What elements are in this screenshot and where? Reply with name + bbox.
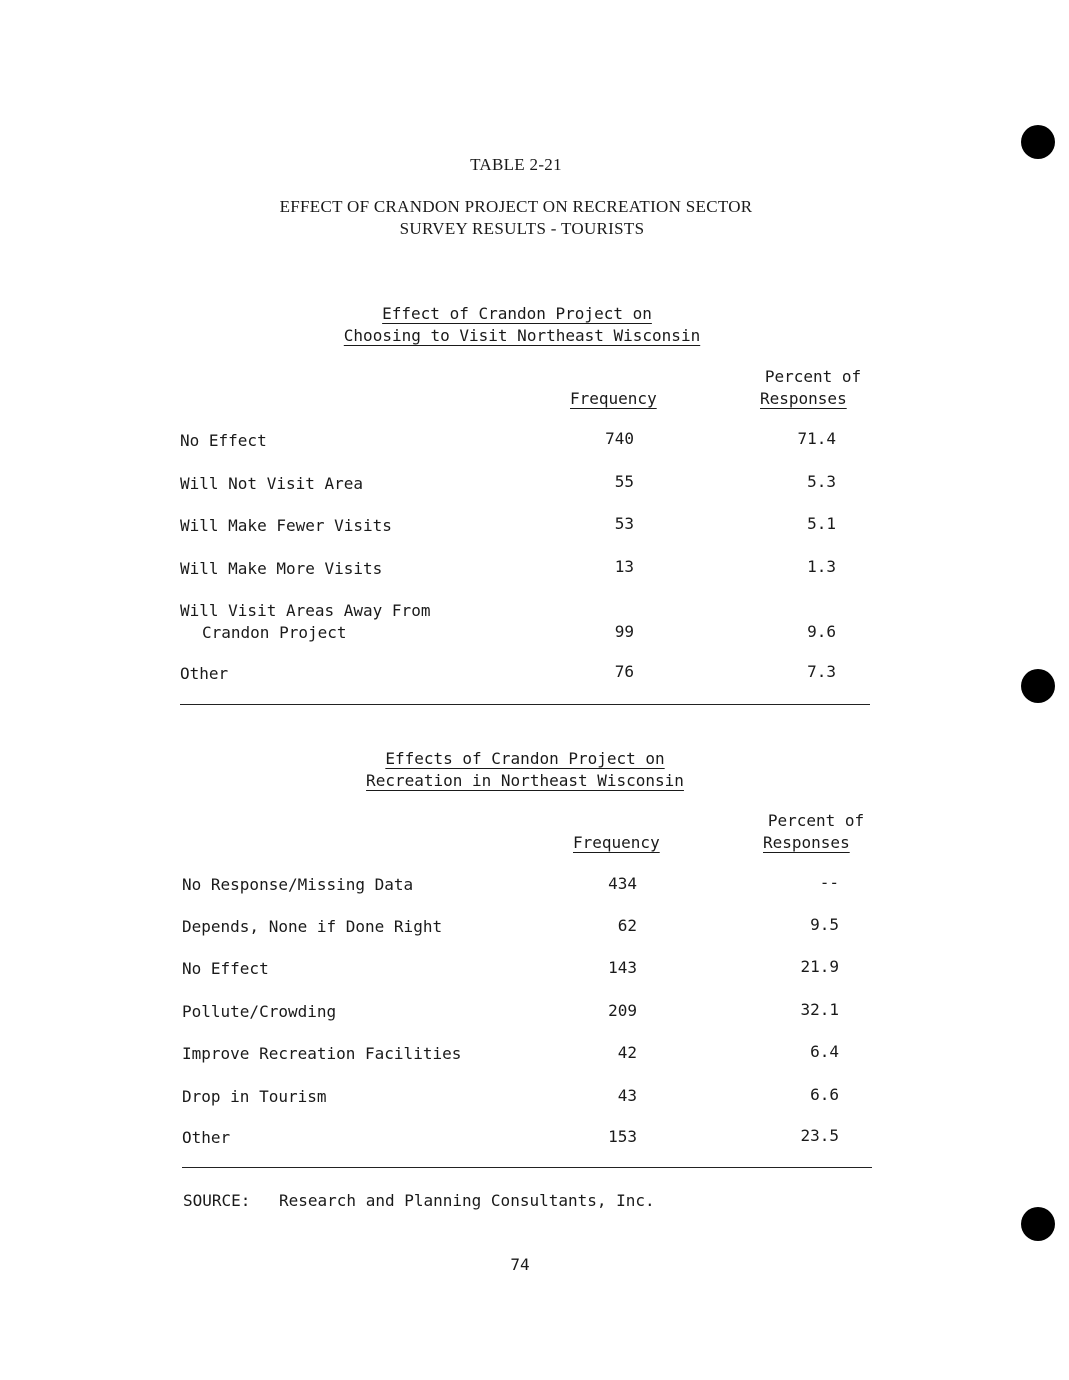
- row-frequency: 53: [614, 514, 634, 533]
- row-frequency: 434: [608, 874, 637, 893]
- row-frequency: 143: [608, 958, 637, 977]
- row-percent: 71.4: [797, 429, 836, 448]
- row-percent: 5.1: [807, 514, 836, 533]
- row-label: Drop in Tourism: [182, 1087, 327, 1106]
- row-label: No Effect: [182, 959, 269, 978]
- punch-hole-bottom: [1021, 1207, 1055, 1241]
- section1-heading-line2: Choosing to Visit Northeast Wisconsin: [343, 326, 701, 345]
- section1-bottom-rule: [180, 704, 870, 705]
- row-percent: 7.3: [807, 662, 836, 681]
- row-label: No Response/Missing Data: [182, 875, 414, 894]
- row-percent: 23.5: [800, 1126, 839, 1145]
- row-percent: --: [819, 873, 839, 892]
- section1-frequency-header: Frequency: [570, 389, 657, 408]
- row-label: Will Make Fewer Visits: [180, 516, 392, 535]
- row-label: Other: [182, 1128, 231, 1147]
- table-title-line2: SURVEY RESULTS - TOURISTS: [399, 219, 645, 238]
- section2-heading-line1: Effects of Crandon Project on: [385, 749, 665, 768]
- row-frequency: 43: [617, 1086, 637, 1105]
- punch-hole-middle: [1021, 669, 1055, 703]
- row-percent: 1.3: [807, 557, 836, 576]
- row-frequency: 153: [608, 1127, 637, 1146]
- punch-hole-top: [1021, 125, 1055, 159]
- table-title-line1: EFFECT OF CRANDON PROJECT ON RECREATION SECTOR: [279, 197, 753, 216]
- section2-frequency-header: Frequency: [573, 833, 660, 852]
- row-frequency: 740: [605, 429, 634, 448]
- row-label: Other: [180, 664, 229, 683]
- table-number: TABLE 2-21: [470, 155, 562, 174]
- row-percent: 21.9: [800, 957, 839, 976]
- row-label: Will Make More Visits: [180, 559, 383, 578]
- row-percent: 6.4: [810, 1042, 839, 1061]
- row-frequency: 99: [614, 622, 634, 641]
- section2-percent-header-line1: Percent of: [767, 811, 865, 830]
- section1-percent-header-line2: Responses: [760, 389, 847, 408]
- section2-bottom-rule: [182, 1167, 872, 1168]
- row-frequency: 55: [614, 472, 634, 491]
- row-label: Pollute/Crowding: [182, 1002, 337, 1021]
- source-text: Research and Planning Consultants, Inc.: [279, 1191, 655, 1210]
- page-number: 74: [510, 1255, 530, 1274]
- row-frequency: 209: [608, 1001, 637, 1020]
- row-frequency: 13: [614, 557, 634, 576]
- section2-heading-line2: Recreation in Northeast Wisconsin: [366, 771, 684, 790]
- section2-percent-header-line2: Responses: [763, 833, 850, 852]
- source-label: SOURCE:: [183, 1191, 251, 1210]
- row-frequency: 42: [617, 1043, 637, 1062]
- section1-heading-line1: Effect of Crandon Project on: [382, 304, 652, 323]
- row-percent: 6.6: [810, 1085, 839, 1104]
- row-percent: 32.1: [800, 1000, 839, 1019]
- row-label: Improve Recreation Facilities: [182, 1044, 462, 1063]
- row-percent: 9.5: [810, 915, 839, 934]
- section1-percent-header-line1: Percent of: [764, 367, 862, 386]
- row-label: Will Not Visit Area: [180, 474, 364, 493]
- row-frequency: 76: [614, 662, 634, 681]
- row-frequency: 62: [617, 916, 637, 935]
- row-percent: 9.6: [807, 622, 836, 641]
- row-label: No Effect: [180, 431, 267, 450]
- row-percent: 5.3: [807, 472, 836, 491]
- row-label-continued: Crandon Project: [202, 623, 347, 642]
- row-label: Will Visit Areas Away From: [180, 601, 431, 620]
- row-label: Depends, None if Done Right: [182, 917, 443, 936]
